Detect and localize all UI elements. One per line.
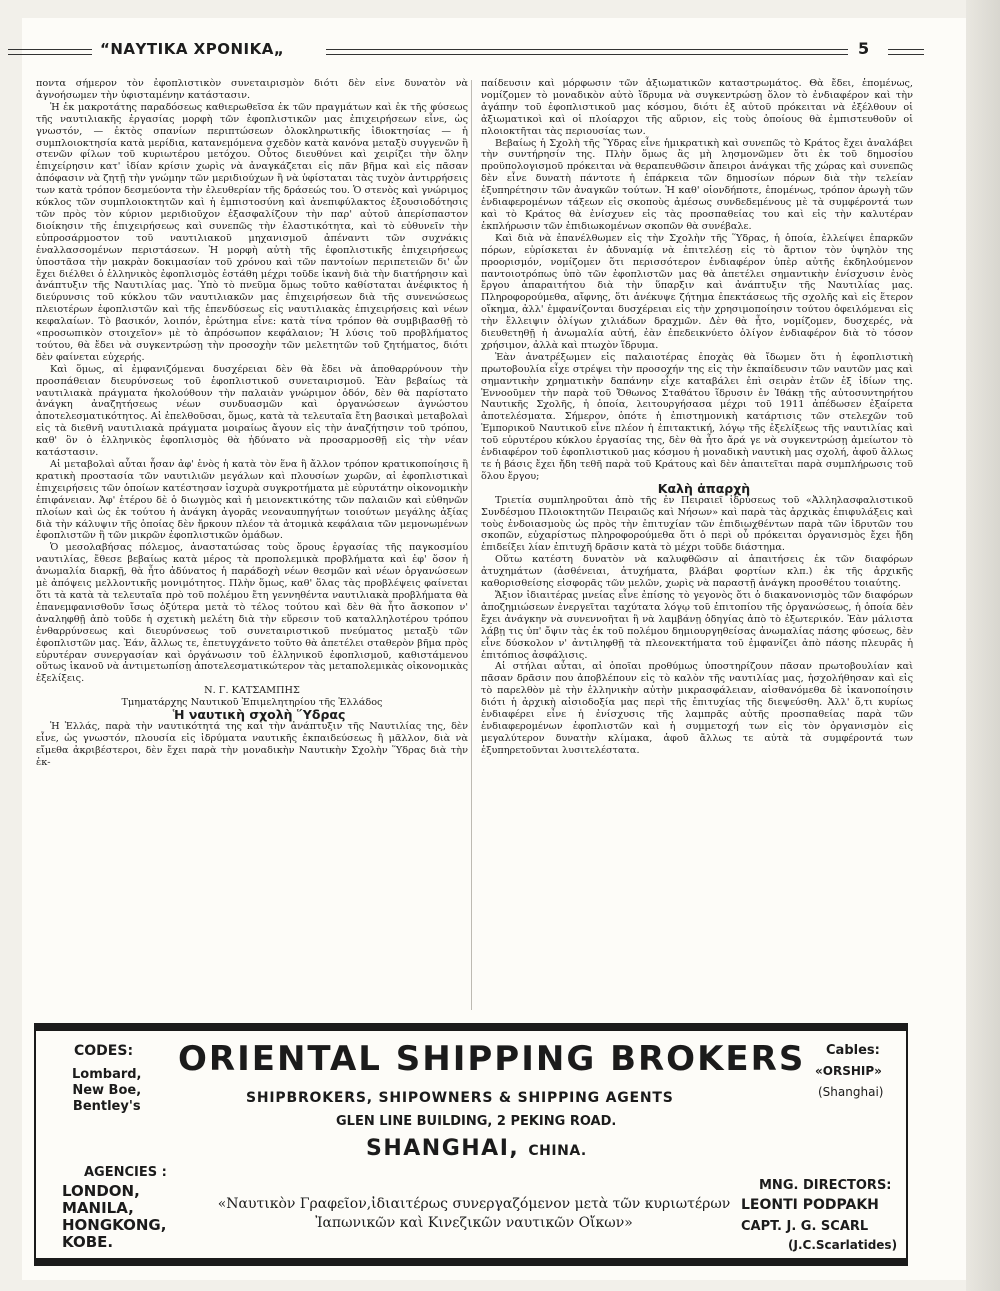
article-paragraph: Ἄξιον ἰδιαιτέρας μνείας εἶνε ἐπίσης τὸ γεγονὸς ὅτι ὁ διακανονισμὸς τῶν διαφόρων ἀποζημιώσεων ἐνεργεῖται ταχύτατα λόγῳ τοῦ ἐπιτοπίου τῆς ὀργανώσεως, ἡ ὁποία δὲν ἔχει ἀνάγκην νὰ συνεννοῆται ἢ νὰ λαμβάνῃ ὁδηγίας ἀπὸ τὸ ἐξωτερικόν. Ἐὰν μάλιστα λάβῃ τις ὑπ' ὄψιν τὰς ἐκ τοῦ πολέμου δημιουργηθείσας ἀνωμαλίας πάσης φύσεως, δὲν εἶνε δύσκολον ν' ἀντιληφθῇ τὰ πλεονεκτήματα τοῦ ἐμφανίζει ἀπὸ πάσης πλευρᾶς ἡ ἐπιτόπιος ἀσφάλισις.	[481, 589, 913, 661]
agency-item: HONGKONG,	[62, 1216, 167, 1234]
code-item: Bentley's	[72, 1099, 141, 1114]
article-paragraph: Ἐὰν ἀνατρέξωμεν εἰς παλαιοτέρας ἐποχὰς θὰ ἴδωμεν ὅτι ἡ ἐφοπλιστικὴ πρωτοβουλία εἶχε στρέψει τὴν προσοχήν της εἰς τὴν ἐκπαίδευσιν τῶν ναυτῶν μας καὶ σημαντικὴν χρηματικὴν δαπάνην εἶχε καταβάλει ἐπὶ σειρὰν ἐτῶν ἐξ ἰδίων της. Ἐννοοῦμεν τὴν παρὰ τοῦ Ὄθωνος Σταθάτου ἵδρυσιν ἐν Ἰθάκῃ τῆς αὐτοσυντηρήτου Ναυτικῆς Σχολῆς, ἡ ὁποία, λειτουργήσασα μέχρι τοῦ 1911 ἀπέδωσεν ἐξαίρετα ἀποτελέσματα. Σήμερον, ὁπότε ἡ ἐπιστημονικὴ κατάρτισις τῶν στελεχῶν τοῦ Ἐμπορικοῦ Ναυτικοῦ εἶνε πλέον ἡ ἐπιτακτική, λόγῳ τῆς ἐξελίξεως τῆς ναυτιλίας καὶ τοῦ εὐρυτέρου κύκλου ἐργασίας της, δὲν θὰ ἦτο ἄρά γε νὰ συγκεντρώσῃ ἀμείωτον τὸ ἐνδιαφέρον τοῦ ἐφοπλιστικοῦ μας κόσμου ἡ μοναδικὴ ναυτικὴ μας σχολή, ἀφοῦ ἄλλως τε ἡ βάσις ἔχει ἤδη τεθῆ παρὰ τοῦ Κράτους καὶ δὲν ἀπαιτεῖται παρὰ συμπλήρωσις τοῦ ὅλου ἔργου;	[481, 351, 913, 482]
masthead	[8, 40, 923, 60]
country-name: CHINA.	[528, 1143, 587, 1159]
agency-item: LONDON,	[62, 1182, 140, 1200]
agency-item: MANILA,	[62, 1199, 134, 1217]
page-edge	[966, 0, 1000, 1291]
code-item: New Boe,	[72, 1083, 142, 1098]
article-heading: Ἡ ναυτικὴ σχολὴ Ὕδρας	[172, 707, 346, 723]
article-paragraph: Οὕτω κατέστη δυνατὸν νὰ καλυφθῶσιν αἱ ἀπαιτήσεις ἐκ τῶν διαφόρων ἀτυχημάτων (ἀσθένειαι, ἀτυχήματα, βλάβαι φορτίων κλπ.) ἐκ τῆς ἀρχικῆς καθορισθείσης εἰσφορᾶς τῶν μελῶν, χωρὶς νὰ παραστῇ ἀνάγκη προσθέτου τοιαύτης.	[481, 554, 913, 590]
company-city	[366, 1136, 587, 1161]
article-paragraph: Τριετία συμπληροῦται ἀπὸ τῆς ἐν Πειραιεῖ ἱδρύσεως τοῦ «Ἀλληλασφαλιστικοῦ Συνδέσμου Πλοιοκτητῶν Πειραιῶς καὶ Νήσων» καὶ παρὰ τὰς ἀρχικὰς ἐπιφυλάξεις καὶ τοὺς ἐνδοιασμοὺς ὡς πρὸς τὴν ἐπιτυχίαν τῶν ἐπιδιωχθέντων παρὰ τῶν ἱδρυτῶν του σκοπῶν, εὐχαρίστως πληροφορούμεθα ὅτι ὁ περὶ οὗ πρόκειται ὀργανισμὸς ἔχει ἤδη ἐπιδείξει λίαν ἐπιτυχῆ δρᾶσιν κατὰ τὸ μέχρι τοῦδε διάστημα.	[481, 494, 913, 554]
company-services: SHIPBROKERS, SHIPOWNERS & SHIPPING AGENTS	[246, 1090, 674, 1106]
article-heading: Καλὴ ἀπαρχὴ	[657, 480, 751, 496]
right-column	[481, 78, 913, 1012]
publication-title: “ΝΑΥΤΙΚΑ ΧΡΟΝΙΚΑ„	[100, 40, 285, 58]
advertisement-box	[34, 1023, 908, 1266]
author-name: Ν. Γ. ΚΑΤΣΑΜΠΗΣ	[204, 685, 300, 697]
company-tagline: «Ναυτικὸν Γραφεῖον,ἰδιαιτέρως συνεργαζόμενον μετὰ τῶν κυριωτέρων Ἰαπωνικῶν καὶ Κινεζικῶν ναυτικῶν Οἴκων»	[217, 1196, 731, 1231]
code-item: Lombard,	[72, 1067, 142, 1082]
director-name: CAPT. J. G. SCARL	[741, 1219, 869, 1234]
city-name: SHANGHAI,	[366, 1136, 520, 1161]
article-paragraph: Ἡ Ἑλλάς, παρὰ τὴν ναυτικότητά της καὶ τὴν ἀνάπτυξιν τῆς Ναυτιλίας της, δὲν εἶνε, ὡς γνωστόν, πλουσία εἰς ἱδρύματα ναυτικῆς ἐκπαιδεύσεως ἢ μᾶλλον, διὰ νὰ εἴμεθα ἀκριβέστεροι, δὲν ἔχει παρὰ τὴν μοναδικὴν Ναυτικὴν Σχολὴν Ὕδρας διὰ τὴν ἐκ-	[36, 720, 468, 768]
agency-item: KOBE.	[62, 1233, 114, 1251]
left-column	[36, 78, 468, 1012]
masthead-rule	[326, 49, 848, 55]
cables-city: (Shanghai)	[818, 1085, 884, 1099]
article-paragraph: ποντα σήμερον τὸν ἐφοπλιστικὸν συνεταιρισμὸν διότι δὲν εἶνε δυνατὸν νὰ ἀγνοήσωμεν τὴν ὑφισταμένην κατάστασιν.	[36, 78, 468, 101]
column-divider	[471, 80, 472, 1010]
cables-heading: Cables:	[826, 1043, 880, 1058]
agencies-heading: AGENCIES :	[84, 1165, 167, 1180]
company-name: ORIENTAL SHIPPING BROKERS	[178, 1039, 806, 1079]
page-number: 5	[858, 39, 870, 58]
cables-code: «ORSHIP»	[815, 1064, 882, 1078]
director-note: (J.C.Scarlatides)	[788, 1238, 898, 1252]
article-paragraph: παίδευσιν καὶ μόρφωσιν τῶν ἀξιωματικῶν καταστρωμάτος. Θὰ ἔδει, ἑπομένως, νομίζομεν τὸ μοναδικὸν αὐτὸ ἵδρυμα νὰ συγκεντρώσῃ ὅλον τὸ ἐνδιαφέρον καὶ τὴν ἀγάπην τοῦ ἐφοπλιστικοῦ μας κόσμου, διότι ἐξ αὐτοῦ πρόκειται νὰ ἐξέλθουν οἱ ἀξιωματικοὶ καὶ οἱ πλοίαρχοι τῆς αὔριον, εἰς τοὺς ὁποίους θὰ ἐμπιστευθοῦν οἱ πλοιοκτῆται τὰς περιουσίας των.	[481, 78, 913, 137]
agencies-list	[62, 1183, 166, 1251]
article-paragraph: Αἱ στήλαι αὗται, αἱ ὁποῖαι προθύμως ὑποστηρίζουν πᾶσαν πρωτοβουλίαν καὶ πᾶσαν δρᾶσιν που ἀποβλέπουν εἰς τὸ καλὸν τῆς ναυτιλίας μας, ἠσχολήθησαν καὶ εἰς τὸ παρελθὸν μὲ τὴν ἑλληνικὴν αὐτὴν μικρασφάλειαν, αἰσθανόμεθα δὲ ἱκανοποίησιν διότι ἡ ἀρχικὴ αἰσιοδοξία μας περὶ τῆς ἐπιτυχίας τῆς διεψεύσθη. Ἀλλ' ὅ,τι κυρίως ἐνδιαφέρει εἶνε ἡ ἐνίσχυσις τῆς λαμπρᾶς αὐτῆς προσπαθείας παρὰ τῶν ἐνδιαφερομένων ἐφοπλιστῶν καὶ ἡ συμμετοχή των εἰς τὸν ὀργανισμὸν εἰς μεγαλύτερον δυνατὴν κλίμακα, ἀφοῦ ἄλλως τε αὐτὰ τὰ συμφέροντά των ἐξυπηρετοῦνται λυσιτελέστατα.	[481, 661, 913, 756]
codes-heading: CODES:	[74, 1043, 134, 1059]
article-paragraph: Καὶ διὰ νὰ ἐπανέλθωμεν εἰς τὴν Σχολὴν τῆς Ὕδρας, ἡ ὁποία, ἐλλείψει ἐπαρκῶν πόρων, εὑρίσκεται ἐν ἀδυναμίᾳ νὰ ἐπιτελέσῃ εἰς τὸ ἄρτιον τὸν ὑψηλὸν της προορισμόν, νομίζομεν ὅτι περισσότερον ἐνδιαφέρον ὑπὲρ αὐτῆς ἐκδηλούμενον παντοιοτρόπως ὑπὸ τῶν ἐφοπλιστῶν μας θὰ ἀπετέλει σημαντικὴν ἐνίσχυσιν ἑνὸς ἔργου ἀπαραιτήτου διὰ τὴν ὕπαρξιν καὶ ἀνάπτυξιν τῆς Ναυτιλίας μας. Πληροφορούμεθα, αἴφνης, ὅτι ἀνέκυψε ζήτημα ἐπεκτάσεως τῆς σχολῆς καὶ εἰς ἕτερον οἴκημα, ἀλλ' ἐμφανίζονται δυσχέρειαι εἰς τὴν χρησιμοποίησιν τούτου ὀφειλόμεναι εἰς τὴν ἔλλειψιν ὀλίγων χιλιάδων δραχμῶν. Δὲν θὰ ἦτο, νομίζομεν, δυσχερές, νὰ διευθετηθῇ ἡ ἀνωμαλία αὐτή, ἐὰν ἐπεδεικνύετο ὀλίγον ἐνδιαφέρον διὰ τὸ τόσον χρήσιμον, ἀλλὰ καὶ πτωχὸν ἵδρυμα.	[481, 232, 913, 351]
codes-list	[72, 1067, 142, 1115]
company-address: GLEN LINE BUILDING, 2 PEKING ROAD.	[336, 1114, 617, 1129]
article-paragraph: Ἡ ἐκ μακροτάτης παραδόσεως καθιερωθεῖσα ἐκ τῶν πραγμάτων καὶ ἐκ τῆς φύσεως τῆς ναυτιλιακῆς ἐργασίας μορφὴ τῶν ἐφοπλιστικῶν μας ἐπιχειρήσεων εἶνε, ὡς γνωστόν, — ἐκτὸς σπανίων περιπτώσεων ὁλοκληρωτικῆς ἰδιοκτησίας — ἡ συμπλοιοκτησία κατὰ μερίδια, κατανεμόμενα σχεδὸν κατὰ κανόνα μεταξὺ συγγενῶν ἢ στενῶν φίλων τοῦ κυριωτέρου μετόχου. Οὗτος διευθύνει καὶ χειρίζει τὴν ὅλην ἐπιχείρησιν κατ' ἰδίαν κρίσιν χωρὶς νὰ ἀναγκάζεται εἰς πᾶν βῆμα καὶ εἰς πᾶσαν ἀπόφασιν νὰ ζητῇ τὴν γνώμην τῶν μεριδιούχων ἢ νὰ ὑφίσταται τὰς τυχὸν ἀντιρρήσεις των κατὰ τρόπον δεσμεύοντα τὴν ἐλευθερίαν τῆς δράσεώς του. Ὁ στενὸς καὶ γνώριμος κύκλος τῶν συμπλοιοκτητῶν καὶ ἡ ἐμπιστοσύνη καὶ ἀνεπιφύλακτος ἐξουσιοδότησις τῶν πρὸς τὸν κύριον μεριδιοῦχον ἐξασφαλίζουν τὴν παρ' αὐτοῦ ἀπερίσπαστον διοίκησιν τῆς ἐπιχειρήσεως καὶ συνεπῶς τὴν ἐλαστικότητα, καὶ τὸ εὐθυνεῖν τὴν εὐπροσάρμοστον τοῦ ναυτιλιακοῦ μηχανισμοῦ ἀπέναντι τῶν συχνάκις ἐναλλασσομένων περιστάσεων. Ἡ μορφὴ αὐτὴ τῆς ἐφοπλιστικῆς ἐπιχειρήσεως ὑποστᾶσα τὴν μακρὰν δοκιμασίαν τοῦ χρόνου καὶ τῶν παντοίων περιπετειῶν δι' ὧν ἔχει διέλθει ὁ ἑλληνικὸς ἐφοπλισμὸς ἐστάθη μέχρι τοῦδε ἱκανὴ διὰ τὴν διατήρησιν καὶ ἀνάπτυξιν τῆς Ναυτιλίας μας. Ὑπὸ τὸ πνεῦμα ὅμως τοῦτο καθίσταται ἀνέφικτος ἡ διεύρυνσις τοῦ κύκλου τῶν ναυτιλιακῶν μας ἐπιχειρήσεων διὰ τῆς συνενώσεως πλειοτέρων ἐφοπλιστῶν καὶ τῆς ἐπενδύσεως εἰς ναυτιλιακὰς ἐπιχειρήσεις καὶ νέων κεφαλαίων. Τὸ βασικόν, λοιπόν, ἐρώτημα εἶνε: κατὰ τίνα τρόπον θὰ συμβιβασθῇ τὸ «προσωπικὸν στοιχεῖον» μὲ τὸ ἀπρόσωπον κεφάλαιον; Ἡ λύσις τοῦ προβλήματος τούτου, θὰ ἔδει νὰ συγκεντρώσῃ τὴν προσοχὴν τῶν μελετητῶν τοῦ ζητήματος, διότι δὲν φαίνεται εὐχερής.	[36, 101, 468, 363]
director-name: LEONTI PODPAKH	[741, 1197, 879, 1213]
article-paragraph: Αἱ μεταβολαὶ αὗται ἦσαν ἀφ' ἑνὸς ἡ κατὰ τὸν ἕνα ἢ ἄλλον τρόπον κρατικοποίησις ἢ κρατικὴ προστασία τῶν ναυτιλιῶν μεγάλων καὶ πλουσίων χωρῶν, αἱ ἐφοπλιστικαὶ ἐπιχειρήσεις τῶν ὁποίων κατέστησαν ἰσχυρὰ συγκροτήματα μὲ εὐρυτάτην οἰκονομικὴν ἐπιφάνειαν. Ἀφ' ἑτέρου δὲ ὁ διωγμὸς καὶ ἡ μειονεκτικότης τῶν παλαιῶν καὶ εὐθηνῶν πλοίων καὶ ὡς ἐκ τούτου ἡ ἀνάγκη ἀγορᾶς νεοναυπηγήτων τοιούτων μεγάλης ἀξίας διὰ τὴν κάλυψιν τῆς ὁποίας δὲν ἤρκουν πλέον τὰ ἀτομικὰ κεφάλαια τῶν μεμονωμένων ἐφοπλιστῶν ἢ τῶν μικρῶν ἐφοπλιστικῶν ὁμάδων.	[36, 459, 468, 542]
masthead-rule	[8, 49, 92, 55]
article-paragraph: Καὶ ὅμως, αἱ ἐμφανιζόμεναι δυσχέρειαι δὲν θὰ ἔδει νὰ ἀποθαρρύνουν τὴν προσπάθειαν διευρύνσεως τοῦ ἐφοπλιστικοῦ συνεταιρισμοῦ. Ἐὰν βεβαίως τὰ ναυτιλιακὰ πράγματα ἠκολούθουν τὴν παλαιὰν γνώριμον ὁδόν, δὲν θὰ παρίστατο ἀνάγκη ἀναζητήσεως νέων συνδυασμῶν καὶ ὀργανώσεων ἀγνώστου ἀποτελεσματικότητος. Αἱ ἐπελθοῦσαι, ὅμως, κατὰ τὰ τελευταῖα ἔτη βασικαὶ μεταβολαὶ εἰς τὰ διεθνῆ ναυτιλιακὰ πράγματα μοιραίως ἄγουν εἰς τὴν ἀναζήτησιν τοῦ τρόπου, καθ' ὃν ὁ ἑλληνικὸς ἐφοπλισμὸς θὰ ἠδύνατο νὰ προσαρμοσθῇ εἰς τὴν νέαν κατάστασιν.	[36, 363, 468, 459]
article-paragraph: Βεβαίως ἡ Σχολὴ τῆς Ὕδρας εἶνε ἡμικρατικὴ καὶ συνεπῶς τὸ Κράτος ἔχει ἀναλάβει τὴν συντήρησίν της. Πλὴν ὅμως ἂς μὴ λησμονῶμεν ὅτι ἐκ τοῦ δημοσίου προϋπολογισμοῦ πρόκειται νὰ θεραπευθῶσιν ἄπειροι ἀνάγκαι τῆς χώρας καὶ συνεπῶς δὲν εἶνε δυνατὴ πάντοτε ἡ ἐπάρκεια τῶν δημοσίων πόρων διὰ τὴν τελείαν ἐξυπηρέτησιν τῶν ἀναγκῶν τούτων. Ἡ καθ' οἱονδήποτε, ἑπομένως, τρόπον ἀρωγὴ τῶν ἐνδιαφερομένων τάξεων εἰς σκοποὺς ἀμέσως συνδεδεμένους μὲ τὰ συμφέροντά των καὶ τὸ Κράτος θὰ ἐνίσχυεν εἰς τὰς προσπαθείας του καὶ εἰς τὴν καλυτέραν ἐκπλήρωσιν τῶν ἐπιδιωκομένων σκοπῶν θὰ συνέβαλε.	[481, 137, 913, 232]
author-title: Τμηματάρχης Ναυτικοῦ Ἐπιμελητηρίου τῆς Ἑλλάδος	[121, 697, 383, 709]
masthead-rule	[888, 49, 924, 55]
directors-heading: MNG. DIRECTORS:	[759, 1178, 892, 1193]
article-paragraph: Ὁ μεσολαβήσας πόλεμος, ἀναστατώσας τοὺς ὅρους ἐργασίας τῆς παγκοσμίου ναυτιλίας, ἔθεσε βεβαίως κατὰ μέρος τὰ προπολεμικὰ προβλήματα καὶ ἐφ' ὅσον ἡ ἀνωμαλία διαρκῇ, θὰ ἦτο ἀδύνατος ἡ παράδοχὴ νέων θεσμῶν καὶ νέων ὀργανώσεων μὲ ἀπόψεις μελλοντικῆς μονιμότητος. Πλὴν ὅμως, καθ' ὅλας τὰς προβλέψεις φαίνεται ὅτι τὰ κατὰ τὰ τελευταῖα πρὸ τοῦ πολέμου ἔτη γεννηθέντα ναυτιλιακὰ προβλήματα θὰ ἐπανεμφανισθοῦν ἴσως ὀξύτερα μετὰ τὸ τέλος τούτου καὶ δὲν θὰ ἦτο ἄσκοπον ν' ἀναληφθῇ ἀπὸ τοῦδε ἡ σχετικὴ μελέτη διὰ τὴν εὕρεσιν τοῦ καταλληλοτέρου τρόπου ἐνθαρρύνσεως καὶ διευρύνσεως τοῦ συνεταιριστικοῦ πνεύματος μεταξὺ τῶν ἐφοπλιστῶν μας. Ἐάν, ἄλλως τε, ἐπετυγχάνετο τοῦτο θὰ ἀπετέλει σταθερὸν βῆμα πρὸς εὐρυτέραν συνεργασίαν καὶ ὀργάνωσιν τοῦ ἑλληνικοῦ ἐφοπλισμοῦ, καθιστάμενου οὕτως ἱκανοῦ νὰ ἀντιμετωπίσῃ ἀποτελεσματικώτερον τὰς μεταπολεμικὰς οἰκονομικὰς ἐξελίξεις.	[36, 542, 468, 685]
